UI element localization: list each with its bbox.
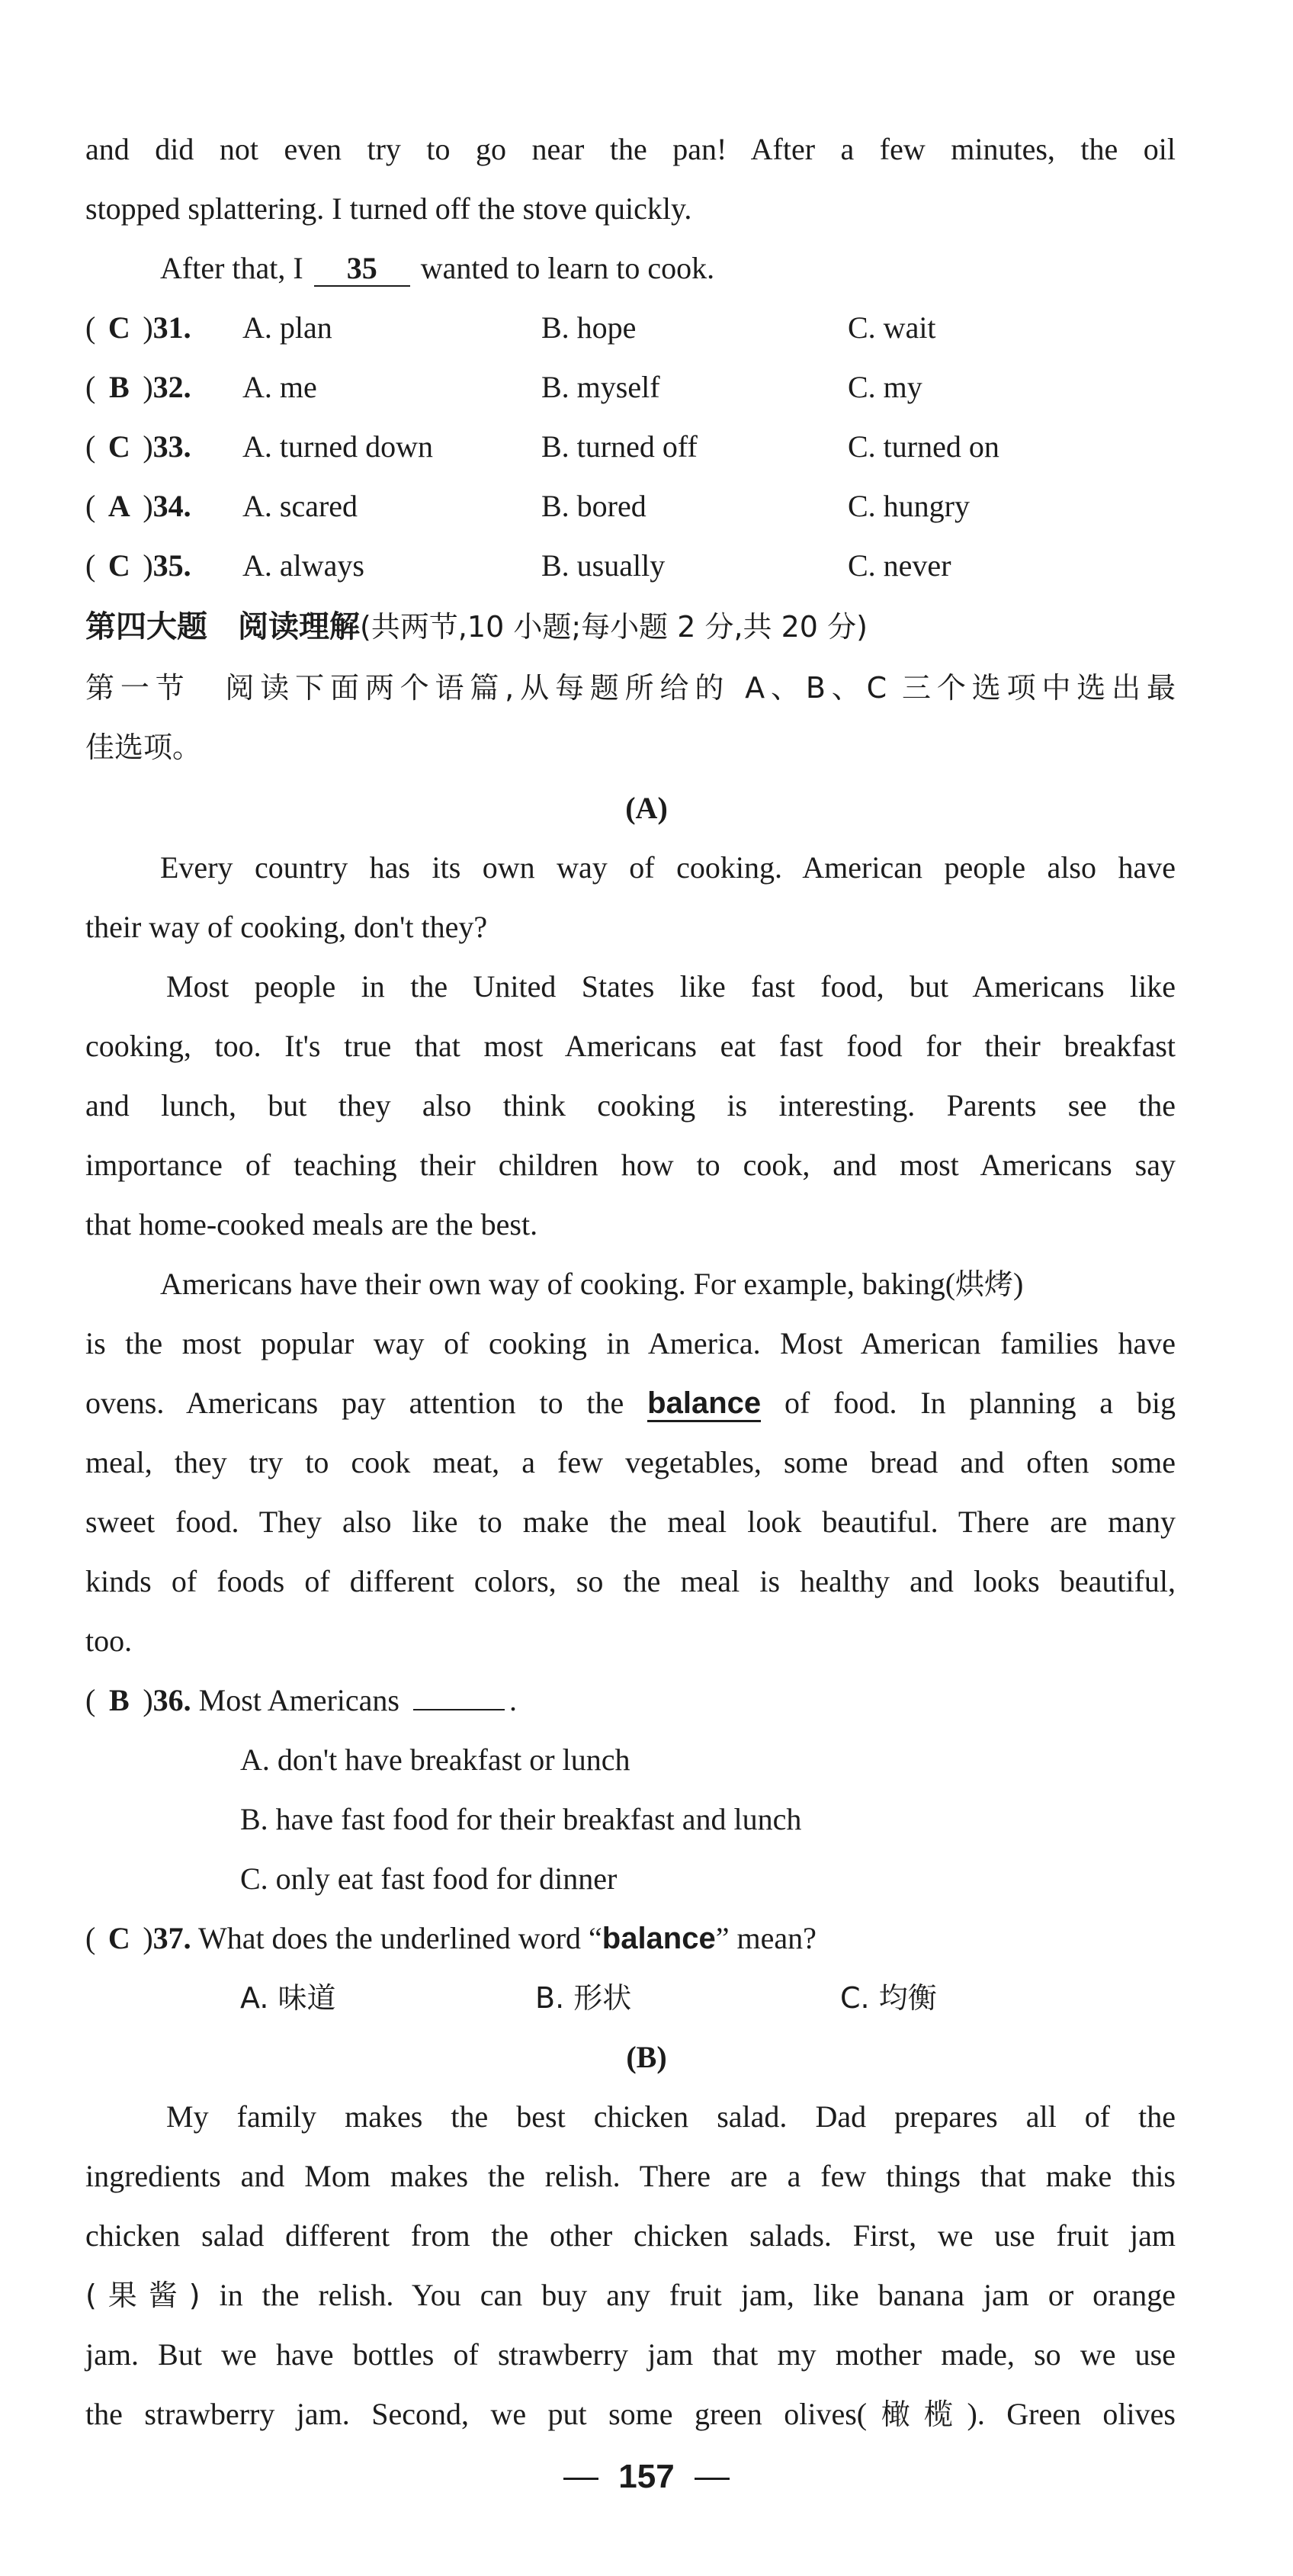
answer-letter: C <box>107 548 130 583</box>
question-stem: Most Americans <box>198 1683 399 1717</box>
paren-close: ) <box>143 548 153 583</box>
question-number: 31. <box>152 310 191 345</box>
blank-35: 35 <box>314 252 410 287</box>
passage-text: the strawberry jam. Second, we put some green olives( <box>85 2397 868 2431</box>
question-34 <box>85 483 1176 529</box>
question-stem: What does the underlined word “ <box>197 1921 602 1955</box>
option-a: A. me <box>242 370 317 404</box>
paren-open: ( <box>85 310 96 345</box>
question-number: 33. <box>152 429 191 464</box>
paren-open: ( <box>85 548 96 583</box>
passage-line: kinds of foods of different colors, so the meal is healthy and looks beautiful, <box>85 1564 1176 1598</box>
passage-line <box>85 2272 1176 2318</box>
paren-close: ) <box>143 1683 153 1717</box>
section-heading <box>85 604 1176 650</box>
option-a: A. scared <box>242 489 358 523</box>
paren-open: ( <box>85 370 96 404</box>
passage-line: sweet food. They also like to make the meal look beautiful. There are many <box>85 1505 1176 1539</box>
question-stem-end: . <box>509 1683 517 1717</box>
passage-line: that home-cooked meals are the best. <box>85 1207 538 1241</box>
answer-letter: C <box>107 429 130 464</box>
passage-line: meal, they try to cook meat, a few vegetables, some bread and often some <box>85 1445 1176 1479</box>
option-b: B. have fast food for their breakfast and lunch <box>240 1802 802 1836</box>
passage-line: ingredients and Mom makes the relish. There are a few things that make this <box>85 2159 1176 2193</box>
passage-line: and lunch, but they also think cooking is interesting. Parents see the <box>85 1088 1176 1123</box>
passage-line: too. <box>85 1624 133 1658</box>
question-number: 37. <box>152 1921 191 1955</box>
chinese-gloss: 烘烤 <box>955 1267 1014 1301</box>
section-note: (共两节,10 小题;每小题 2 分,共 20 分) <box>360 610 868 644</box>
option-c: C. my <box>848 370 922 404</box>
underlined-word: balance <box>647 1386 761 1422</box>
chinese-gloss: (果酱) <box>85 2279 201 2312</box>
question-33 <box>85 424 1176 470</box>
option-b: B. myself <box>541 370 660 404</box>
question-stem: ” mean? <box>715 1921 817 1955</box>
option-c: C. 均衡 <box>840 1981 937 2015</box>
option-c: C. only eat fast food for dinner <box>240 1861 618 1896</box>
passage-text: Americans have their own way of cooking. For example, baking( <box>160 1267 956 1301</box>
passage-line-balance <box>85 1380 1176 1426</box>
passage-text: ) <box>1013 1267 1024 1301</box>
page-number: 157 <box>618 2458 675 2495</box>
question-number: 35. <box>152 548 191 583</box>
question-36 <box>85 1678 1176 1723</box>
paren-close: ) <box>143 429 153 464</box>
option-c: C. turned on <box>848 429 999 464</box>
passage-line <box>85 2391 1176 2437</box>
paren-close: ) <box>143 310 153 345</box>
passage-text: of food. In planning a big <box>784 1386 1176 1420</box>
paren-open: ( <box>85 429 96 464</box>
option-c: C. wait <box>848 310 936 345</box>
cloze-text: wanted to learn to cook. <box>420 251 715 285</box>
question-number: 32. <box>152 370 191 404</box>
option-a: A. plan <box>242 310 332 345</box>
passage-line <box>160 1261 1176 1307</box>
option-a: A. don't have breakfast or lunch <box>240 1742 630 1777</box>
option-b: B. bored <box>541 489 646 523</box>
part-instruction: 第一节 阅读下面两个语篇,从每题所给的 A、B、C 三个选项中选出最 <box>85 671 1176 705</box>
option-a: A. 味道 <box>240 1981 336 2015</box>
answer-letter: C <box>107 1921 130 1955</box>
paren-open: ( <box>85 1921 96 1955</box>
answer-letter: C <box>107 310 130 345</box>
passage-line: chicken salad different from the other chicken salads. First, we use fruit jam <box>85 2218 1176 2253</box>
option-a: A. always <box>242 548 364 583</box>
answer-blank <box>413 1681 505 1710</box>
dash-left <box>563 2478 598 2480</box>
cloze-line: stopped splattering. I turned off the stove quickly. <box>85 191 692 226</box>
option-b: B. 形状 <box>535 1981 632 2015</box>
answer-letter: A <box>107 489 130 523</box>
passage-line: their way of cooking, don't they? <box>85 910 488 944</box>
option-a: A. turned down <box>242 429 433 464</box>
paren-close: ) <box>143 489 153 523</box>
passage-line: jam. But we have bottles of strawberry jam that my mother made, so we use <box>85 2337 1176 2372</box>
option-c: C. hungry <box>848 489 970 523</box>
section-title: 第四大题 阅读理解 <box>85 609 360 644</box>
cloze-line-35 <box>160 246 1176 291</box>
passage-line: Most people in the United States like fast food, but Americans like <box>166 969 1176 1004</box>
passage-line: My family makes the best chicken salad. Dad prepares all of the <box>166 2099 1176 2134</box>
paren-close: ) <box>143 1921 153 1955</box>
cloze-text: After that, I <box>160 251 303 285</box>
passage-line: Every country has its own way of cooking. American people also have <box>160 850 1176 885</box>
page-number-footer <box>0 2454 1293 2500</box>
paren-close: ) <box>143 370 153 404</box>
part-instruction: 佳选项。 <box>85 731 202 764</box>
option-b: B. usually <box>541 548 666 583</box>
cloze-line: and did not even try to go near the pan! After a few minutes, the oil <box>85 132 1176 166</box>
passage-line: importance of teaching their children how to cook, and most Americans say <box>85 1148 1176 1182</box>
bold-word: balance <box>602 1922 716 1955</box>
passage-line: cooking, too. It's true that most Americans eat fast food for their breakfast <box>85 1029 1176 1063</box>
passage-text: ovens. Americans pay attention to the <box>85 1386 624 1420</box>
option-b: B. hope <box>541 310 637 345</box>
passage-a-title: (A) <box>625 791 668 825</box>
passage-line: is the most popular way of cooking in America. Most American families have <box>85 1326 1176 1360</box>
option-c: C. never <box>848 548 951 583</box>
paren-open: ( <box>85 489 96 523</box>
answer-letter: B <box>108 370 130 404</box>
answer-letter: B <box>108 1683 130 1717</box>
question-32 <box>85 365 1176 410</box>
question-number: 36. <box>152 1683 191 1717</box>
question-31 <box>85 305 1176 351</box>
passage-text: in the relish. You can buy any fruit jam, like banana jam or orange <box>219 2278 1176 2312</box>
dash-right <box>695 2478 730 2480</box>
question-35 <box>85 543 1176 589</box>
paren-open: ( <box>85 1683 96 1717</box>
chinese-gloss: 橄榄 <box>867 2398 967 2431</box>
passage-text: ). Green olives <box>967 2397 1176 2431</box>
option-b: B. turned off <box>541 429 698 464</box>
question-37 <box>85 1916 1176 1961</box>
passage-b-title: (B) <box>626 2040 667 2074</box>
question-number: 34. <box>152 489 191 523</box>
